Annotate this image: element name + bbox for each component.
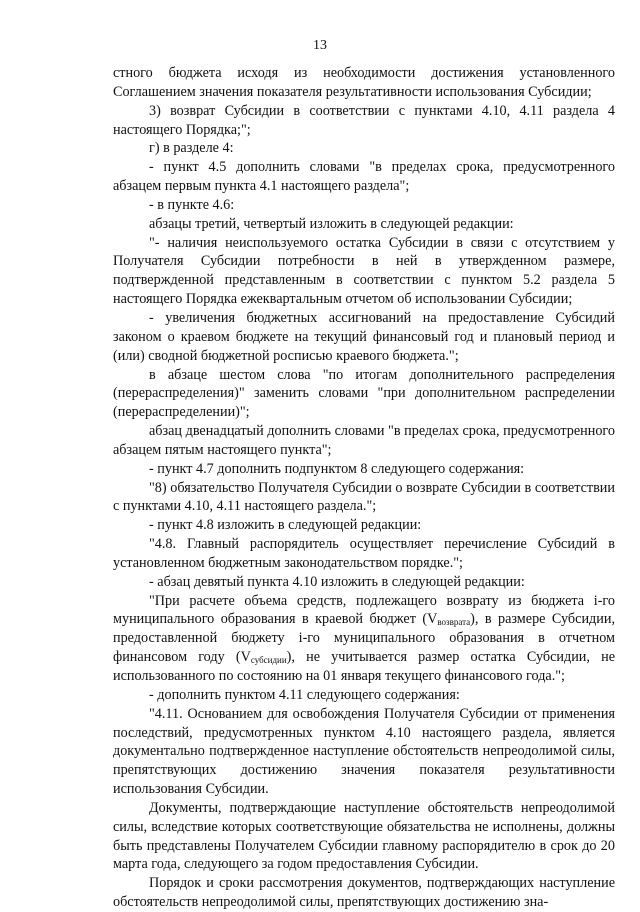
paragraph: - пункт 4.7 дополнить подпунктом 8 следующего содержания: [149, 460, 525, 477]
paragraph: Порядок и сроки рассмотрения документов, подтверждающих наступление обстоятельств непреодолимой силы, препятствующих достижению зна- [113, 875, 615, 911]
paragraph: Документы, подтверждающие наступление обстоятельств непреодолимой силы, вследствие которых соответствующие обязательства не исполнены, должны быть представлены Получателем Субсидии главному распорядителю в срок до 20 марта года, следующего за годом предоставления Субсидии. [113, 799, 615, 873]
page-number: 13 [313, 38, 327, 53]
paragraph: абзац двенадцатый дополнить словами "в пределах срока, предусмотренного абзацем пятым настоящего пункта"; [113, 423, 615, 458]
paragraph: - увеличения бюджетных ассигнований на предоставление Субсидий законом о краевом бюджете на текущий финансовый год и плановый период и (или) сводной бюджетной росписью краевого бюджета."; [113, 309, 615, 364]
paragraph: "8) обязательство Получателя Субсидии о возврате Субсидии в соответствии с пунктами 4.10, 4.11 настоящего раздела."; [113, 479, 615, 515]
paragraph: - пункт 4.8 изложить в следующей редакции: [149, 517, 422, 534]
formula-subscript: субсидии [250, 655, 287, 666]
paragraph: "- наличия неиспользуемого остатка Субсидии в связи с отсутствием у Получателя Субсидии потребности в ней в утвержденном размере, подтвержденной представленным в соответствии с пунктом 5.2 раздела 5 настоящего Порядка ежеквартальным отчетом об использовании Субсидии; [113, 234, 615, 308]
formula-text: ), не учитывается размер остатка Субсидии, не использованного по состоянию на 01 января текущего финансового года."; [113, 649, 615, 684]
paragraph: "4.8. Главный распорядитель осуществляет перечисление Субсидий в установленном бюджетным законодательством порядке."; [113, 536, 615, 571]
document-body [113, 64, 615, 912]
paragraph-continuation: стного бюджета исходя из необходимости достижения установленного Соглашением значения показателя результативности использования Субсидии; [113, 65, 615, 100]
paragraph: - дополнить пунктом 4.11 следующего содержания: [149, 686, 460, 703]
paragraph: "4.11. Основанием для освобождения Получателя Субсидии от применения последствий, предусмотренных пунктом 4.10 настоящего раздела, является документально подтвержденное наступление обстоятельств непреодолимой силы, препятствующих достижению значения показателя результативности использования Субсидии. [113, 705, 615, 798]
paragraph: 3) возврат Субсидии в соответствии с пунктами 4.10, 4.11 раздела 4 настоящего Порядка;"; [113, 102, 615, 138]
formula-subscript: возврата [437, 617, 471, 628]
paragraph: г) в разделе 4: [149, 140, 234, 157]
paragraph: - в пункте 4.6: [149, 196, 235, 213]
paragraph: - абзац девятый пункта 4.10 изложить в следующей редакции: [149, 573, 525, 590]
paragraph: в абзаце шестом слова "по итогам дополнительного распределения (перераспределения)" заменить словами "при дополнительном распределении (перераспределении)"; [113, 366, 615, 421]
paragraph: абзацы третий, четвертый изложить в следующей редакции: [149, 215, 514, 232]
formula-text: "При расчете объема средств, подлежащего возврату из бюджета i-го муниципального образования в краевой бюджет (V [113, 592, 615, 628]
paragraph: - пункт 4.5 дополнить словами "в пределах срока, предусмотренного абзацем первым пункта 4.1 настоящего раздела"; [113, 159, 615, 195]
formula-paragraph [113, 592, 615, 686]
formula-text: ), в размере Субсидии, предоставленной бюджету i-го муниципального образования в отчетном финансовом году (V [113, 611, 615, 666]
